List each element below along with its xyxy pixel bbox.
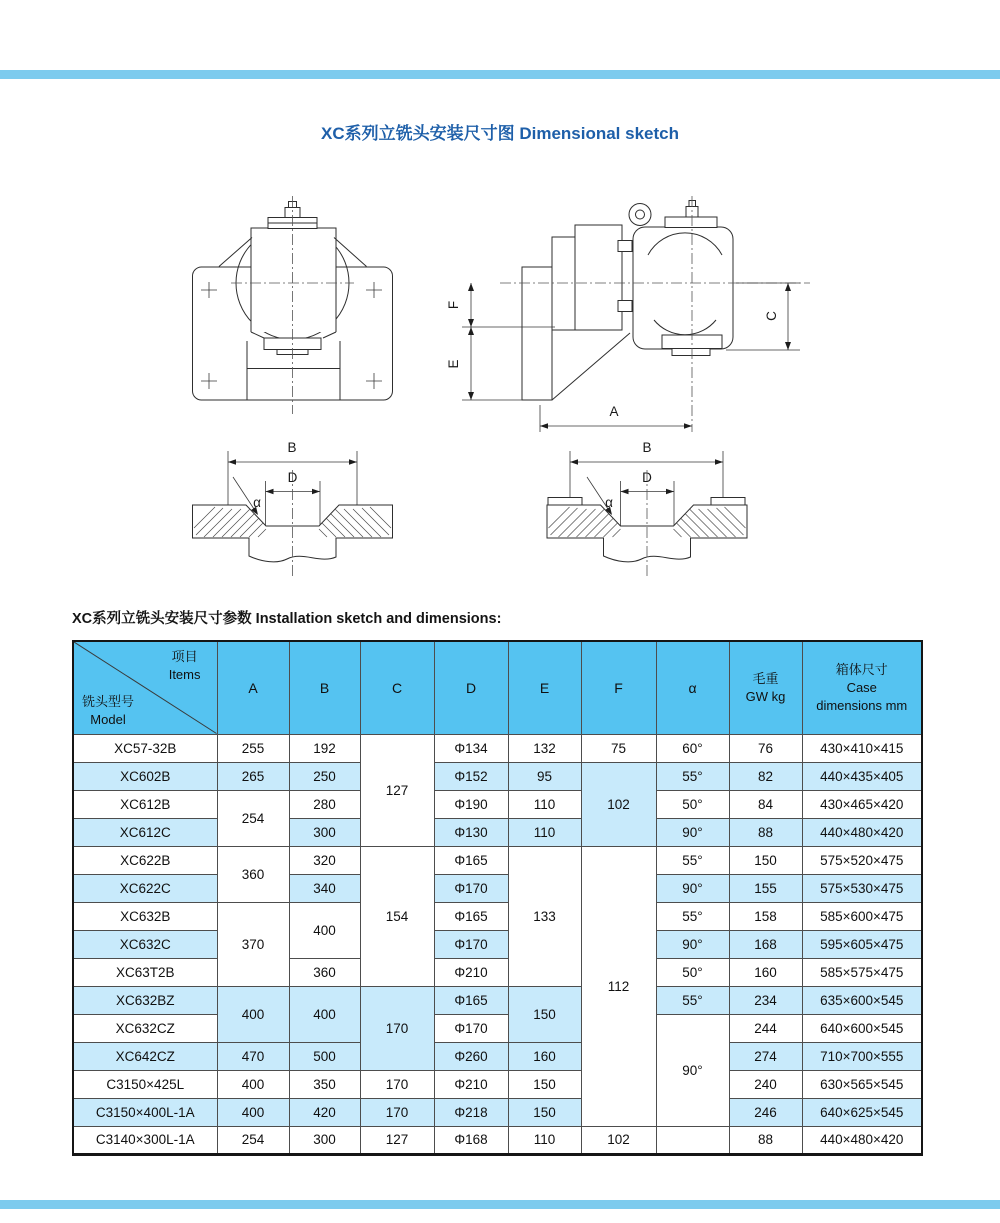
cell-b: 420	[289, 1098, 360, 1126]
cell-gw: 168	[729, 930, 802, 958]
cell-model: XC622B	[73, 846, 217, 874]
cell-case: 440×480×420	[802, 1126, 922, 1154]
cell-case: 440×480×420	[802, 818, 922, 846]
cell-d: Φ165	[434, 902, 508, 930]
cell-b: 280	[289, 790, 360, 818]
cell-case: 575×520×475	[802, 846, 922, 874]
cell-gw: 88	[729, 1126, 802, 1154]
cell-b: 300	[289, 1126, 360, 1154]
cell-gw: 244	[729, 1014, 802, 1042]
cell-gw: 246	[729, 1098, 802, 1126]
cell-b: 340	[289, 874, 360, 902]
cell-gw: 76	[729, 734, 802, 762]
bottom-accent-bar	[0, 1200, 1000, 1209]
cell-alpha: 55°	[656, 762, 729, 790]
table-caption: XC系列立铣头安装尺寸参数 Installation sketch and dimensions:	[72, 611, 502, 627]
cell-model: XC632B	[73, 902, 217, 930]
cell-gw: 82	[729, 762, 802, 790]
cell-a: 400	[217, 986, 289, 1042]
cell-b: 192	[289, 734, 360, 762]
table-row	[73, 1014, 922, 1042]
cell-case: 575×530×475	[802, 874, 922, 902]
cell-gw: 150	[729, 846, 802, 874]
table-row	[73, 1070, 922, 1098]
cell-a: 360	[217, 846, 289, 902]
cell-gw: 155	[729, 874, 802, 902]
cell-e: 160	[508, 1042, 581, 1070]
cell-d: Φ210	[434, 1070, 508, 1098]
cell-e: 150	[508, 986, 581, 1042]
cell-model: XC632CZ	[73, 1014, 217, 1042]
dim-label-d-right: D	[642, 470, 652, 485]
table-row	[73, 762, 922, 790]
column-header-a: A	[217, 641, 289, 734]
cell-c: 170	[360, 1070, 434, 1098]
cell-a: 400	[217, 1098, 289, 1126]
cell-case: 640×600×545	[802, 1014, 922, 1042]
section-view-left	[193, 440, 393, 578]
cell-f: 102	[581, 762, 656, 846]
cell-b: 350	[289, 1070, 360, 1098]
side-view-drawing	[446, 196, 810, 432]
column-header-d: D	[434, 641, 508, 734]
cell-model: XC612C	[73, 818, 217, 846]
dim-label-b-left: B	[287, 440, 297, 455]
cell-e: 95	[508, 762, 581, 790]
cell-d: Φ130	[434, 818, 508, 846]
cell-d: Φ170	[434, 1014, 508, 1042]
cell-c: 127	[360, 1126, 434, 1154]
cell-d: Φ134	[434, 734, 508, 762]
cell-d: Φ170	[434, 874, 508, 902]
cell-e: 150	[508, 1070, 581, 1098]
cell-model: XC622C	[73, 874, 217, 902]
header-items-label: 项目 Items	[168, 649, 201, 682]
cell-case: 585×575×475	[802, 958, 922, 986]
cell-alpha: 90°	[656, 930, 729, 958]
table-row	[73, 986, 922, 1014]
cell-case: 635×600×545	[802, 986, 922, 1014]
cell-case: 440×435×405	[802, 762, 922, 790]
cell-d: Φ165	[434, 846, 508, 874]
cell-alpha: 50°	[656, 958, 729, 986]
cell-e: 110	[508, 818, 581, 846]
cell-c: 170	[360, 1098, 434, 1126]
cell-gw: 274	[729, 1042, 802, 1070]
dim-label-alpha-left: α	[253, 495, 261, 510]
cell-f: 112	[581, 846, 656, 1126]
cell-c: 170	[360, 986, 434, 1070]
table-row	[73, 790, 922, 818]
cell-d: Φ260	[434, 1042, 508, 1070]
cell-model: XC612B	[73, 790, 217, 818]
cell-case: 710×700×555	[802, 1042, 922, 1070]
cell-model: C3150×425L	[73, 1070, 217, 1098]
cell-d: Φ168	[434, 1126, 508, 1154]
cell-a: 254	[217, 790, 289, 846]
cell-alpha: 50°	[656, 790, 729, 818]
column-header-e: E	[508, 641, 581, 734]
table-row	[73, 818, 922, 846]
header-model-items	[73, 641, 217, 734]
cell-case: 640×625×545	[802, 1098, 922, 1126]
column-header-case: 箱体尺寸 Case dimensions mm	[802, 641, 922, 734]
cell-gw: 158	[729, 902, 802, 930]
dim-label-alpha-right: α	[605, 495, 613, 510]
eye-bolt	[629, 204, 651, 226]
cell-d: Φ165	[434, 986, 508, 1014]
column-header-b: B	[289, 641, 360, 734]
column-header-gw: 毛重 GW kg	[729, 641, 802, 734]
column-header-f: F	[581, 641, 656, 734]
cell-gw: 234	[729, 986, 802, 1014]
cell-alpha	[656, 1126, 729, 1154]
table-row	[73, 874, 922, 902]
cell-d: Φ210	[434, 958, 508, 986]
table-row	[73, 902, 922, 930]
cell-a: 255	[217, 734, 289, 762]
cell-model: XC602B	[73, 762, 217, 790]
dim-label-c: C	[764, 311, 779, 321]
cell-model: XC642CZ	[73, 1042, 217, 1070]
front-view-drawing	[193, 196, 393, 414]
cell-d: Φ152	[434, 762, 508, 790]
cell-e: 110	[508, 1126, 581, 1154]
header-model-label: 铣头型号 Model	[82, 694, 135, 727]
cell-c: 127	[360, 734, 434, 846]
cell-f: 75	[581, 734, 656, 762]
cell-case: 430×465×420	[802, 790, 922, 818]
cell-e: 110	[508, 790, 581, 818]
cell-gw: 160	[729, 958, 802, 986]
table-row	[73, 958, 922, 986]
cell-b: 360	[289, 958, 360, 986]
column-header-c: C	[360, 641, 434, 734]
cell-gw: 240	[729, 1070, 802, 1098]
cell-d: Φ170	[434, 930, 508, 958]
cell-a: 400	[217, 1070, 289, 1098]
cell-case: 585×600×475	[802, 902, 922, 930]
cell-d: Φ190	[434, 790, 508, 818]
cell-b: 500	[289, 1042, 360, 1070]
section-view-right	[547, 440, 747, 578]
table-row	[73, 930, 922, 958]
cell-c: 154	[360, 846, 434, 986]
cell-alpha: 55°	[656, 986, 729, 1014]
cell-model: C3140×300L-1A	[73, 1126, 217, 1154]
page-title: XC系列立铣头安装尺寸图 Dimensional sketch	[320, 124, 679, 143]
dim-label-d-left: D	[287, 470, 298, 485]
cell-e: 150	[508, 1098, 581, 1126]
cell-gw: 88	[729, 818, 802, 846]
dimensions-table	[72, 640, 923, 1156]
cell-gw: 84	[729, 790, 802, 818]
cell-model: XC632BZ	[73, 986, 217, 1014]
table-row	[73, 734, 922, 762]
cell-d: Φ218	[434, 1098, 508, 1126]
table-row	[73, 1098, 922, 1126]
cell-alpha: 55°	[656, 902, 729, 930]
dim-label-b-right: B	[642, 440, 652, 455]
cell-alpha: 55°	[656, 846, 729, 874]
dim-label-a: A	[609, 404, 619, 419]
cell-case: 630×565×545	[802, 1070, 922, 1098]
cell-a: 254	[217, 1126, 289, 1154]
cell-b: 400	[289, 986, 360, 1042]
cell-f: 102	[581, 1126, 656, 1154]
cell-e: 133	[508, 846, 581, 986]
cell-alpha: 60°	[656, 734, 729, 762]
cell-model: C3150×400L-1A	[73, 1098, 217, 1126]
cell-model: XC57-32B	[73, 734, 217, 762]
cell-alpha: 90°	[656, 874, 729, 902]
cell-b: 250	[289, 762, 360, 790]
header-row	[73, 641, 922, 734]
cell-b: 320	[289, 846, 360, 874]
cell-case: 430×410×415	[802, 734, 922, 762]
table-row	[73, 1042, 922, 1070]
cell-b: 300	[289, 818, 360, 846]
cell-alpha: 90°	[656, 1014, 729, 1126]
cell-alpha: 90°	[656, 818, 729, 846]
cell-e: 132	[508, 734, 581, 762]
cell-model: XC63T2B	[73, 958, 217, 986]
cell-case: 595×605×475	[802, 930, 922, 958]
cell-a: 265	[217, 762, 289, 790]
cell-a: 370	[217, 902, 289, 986]
cell-b: 400	[289, 902, 360, 958]
cell-model: XC632C	[73, 930, 217, 958]
table-row	[73, 1126, 922, 1154]
table-row	[73, 846, 922, 874]
cell-a: 470	[217, 1042, 289, 1070]
column-header-alpha: α	[656, 641, 729, 734]
dim-label-f: F	[446, 300, 461, 310]
dim-label-e: E	[446, 359, 461, 369]
